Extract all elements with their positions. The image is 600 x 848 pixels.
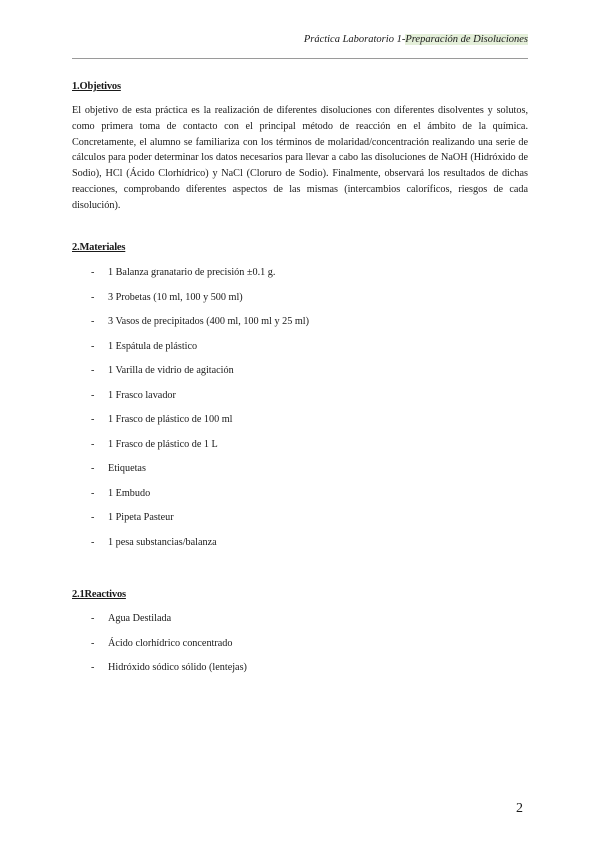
header-divider	[72, 58, 528, 59]
header-highlight: Preparación de Disoluciones	[405, 34, 528, 45]
bullet-dash: -	[91, 340, 95, 352]
running-header	[72, 34, 528, 45]
list-item-text: Ácido clorhídrico concentrado	[108, 637, 233, 649]
list-item-text: 3 Probetas (10 ml, 100 y 500 ml)	[108, 291, 243, 303]
list-item-text: Etiquetas	[108, 463, 146, 474]
section-title-reactivos: 2.1Reactivos	[72, 589, 126, 600]
list-item-text: 1 Varilla de vidrio de agitación	[108, 365, 234, 376]
list-item-text: 1 Balanza granatario de precisión ±0.1 g.	[108, 267, 276, 278]
bullet-dash: -	[91, 463, 95, 474]
list-item-text: 3 Vasos de precipitados (400 ml, 100 ml y 25 ml)	[108, 316, 309, 327]
list-item-text: 1 Frasco de plástico de 100 ml	[108, 414, 233, 425]
list-item-text: Agua Destilada	[108, 613, 172, 624]
list-item-text: 1 Frasco de plástico de 1 L	[108, 438, 218, 450]
bullet-dash: -	[91, 512, 95, 523]
list-item-text: 1 Pipeta Pasteur	[108, 512, 174, 523]
bullet-dash: -	[91, 536, 95, 548]
objetivos-paragraph: El objetivo de esta práctica es la realización de diferentes disoluciones con diferentes disolventes y solutos, como primera toma de contacto con el principal método de reacción en el ámbito de la química. Concretamente, el alumno se familiariza con los términos de molaridad/concentración realizando una serie de cálculos para poder determinar los datos necesarios para llevar a cabo las disoluciones de NaOH (Hidróxido de Sodio), HCl (Ácido Clorhídrico) y NaCl (Cloruro de Sodio). Finalmente, observará los resultados de dichas reacciones, comprobando diferentes aspectos de las mismas (intercambios caloríficos, riesgos de cada disolución).	[72, 105, 528, 211]
list-item-text: Hidróxido sódico sólido (lentejas)	[108, 662, 247, 673]
list-item-text: 1 Embudo	[108, 487, 151, 499]
bullet-dash: -	[91, 613, 95, 624]
page-number: 2	[516, 801, 523, 816]
bullet-dash: -	[91, 291, 95, 303]
section-title-materiales: 2.Materiales	[72, 242, 126, 253]
bullet-dash: -	[91, 316, 95, 327]
list-item-text: 1 pesa substancias/balanza	[108, 536, 217, 548]
list-item-text: 1 Frasco lavador	[108, 389, 176, 401]
bullet-dash: -	[91, 365, 95, 376]
bullet-dash: -	[91, 267, 95, 278]
bullet-dash: -	[91, 487, 95, 499]
header-prefix: Práctica Laboratorio 1-	[303, 34, 406, 45]
bullet-dash: -	[91, 438, 95, 450]
bullet-dash: -	[91, 389, 95, 401]
bullet-dash: -	[91, 637, 95, 649]
list-item-text: 1 Espátula de plástico	[108, 340, 198, 352]
bullet-dash: -	[91, 662, 95, 673]
section-title-objetivos: 1.Objetivos	[72, 81, 121, 92]
bullet-dash: -	[91, 414, 95, 425]
